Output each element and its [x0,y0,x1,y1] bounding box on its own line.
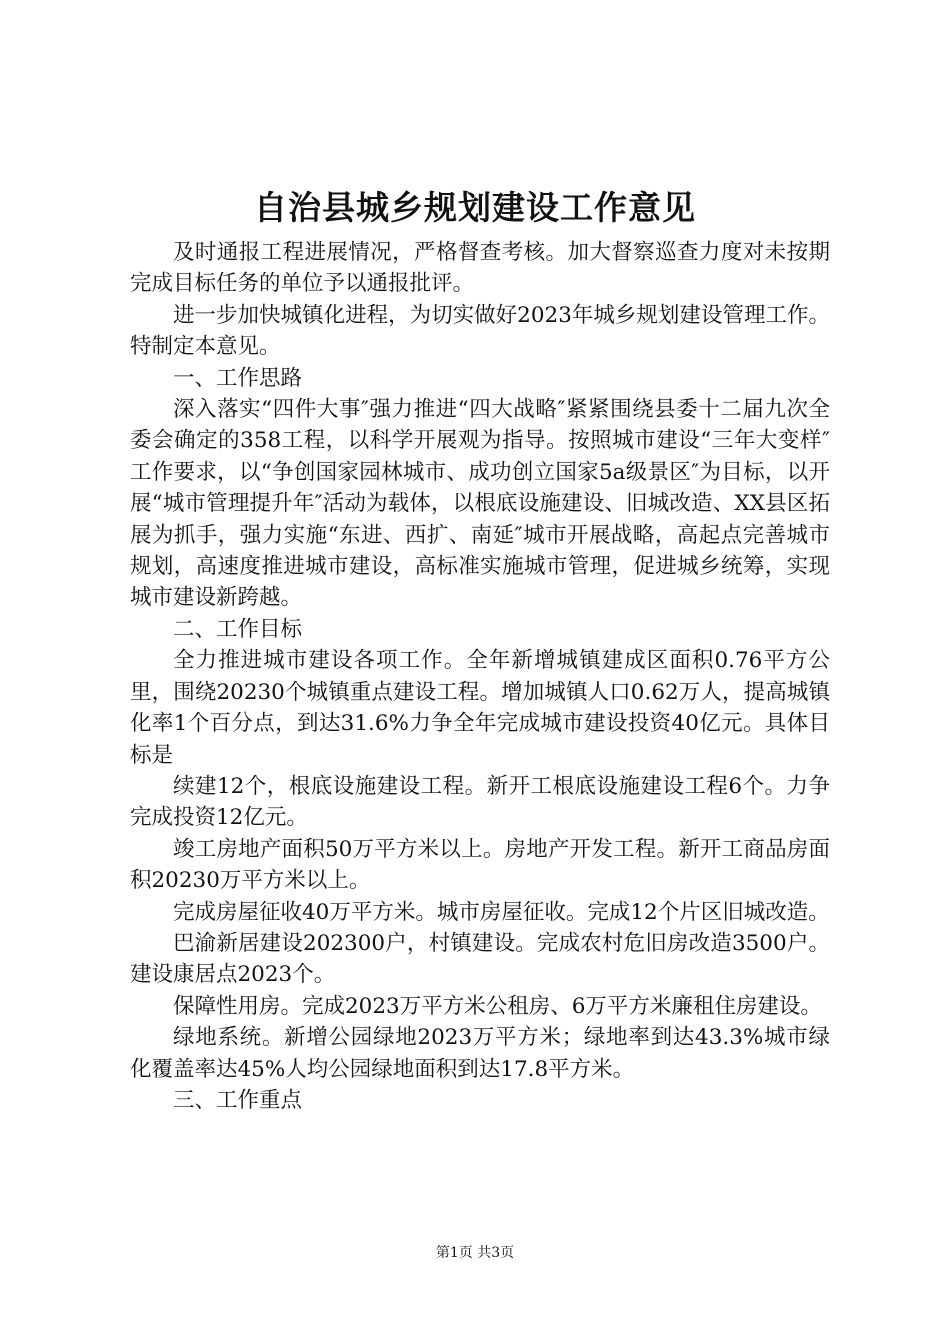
document-title: 自治县城乡规划建设工作意见 [254,188,696,227]
paragraph: 保障性用房。完成2023万平方米公租房、6万平方米廉租住房建设。 [173,993,822,1019]
paragraph: 全力推进城市建设各项工作。全年新增城镇建成区面积0.76平方公里，围绕20230个城镇重点建设工程。增加城镇人口0.62万人，提高城镇化率1个百分点，到达31.6%力争全年完成城市建设投资40亿元。具体目标是 [130,648,830,768]
document-body [130,237,830,1116]
paragraph: 竣工房地产面积50万平方米以上。房地产开发工程。新开工商品房面积20230万平方米以上。 [130,836,830,894]
paragraph: 深入落实“四件大事″强力推进“四大战略″紧紧围绕县委十二届九次全委会确定的358工程，以科学开展观为指导。按照城市建设“三年大变样″工作要求，以“争创国家园林城市、成功创立国家5a级景区″为目标，以开展“城市管理提升年″活动为载体，以根底设施建设、旧城改造、XX县区拓展为抓手，强力实施“东进、西扩、南延″城市开展战略，高起点完善城市规划，高速度推进城市建设，高标准实施城市管理，促进城乡统筹，实现城市建设新跨越。 [130,397,830,611]
page-number-footer: 第1页 共3页 [435,1245,515,1261]
paragraph: 巴渝新居建设202300户，村镇建设。完成农村危旧房改造3500户。建设康居点2023个。 [130,930,830,988]
paragraph: 续建12个，根底设施建设工程。新开工根底设施建设工程6个。力争完成投资12亿元。 [130,773,830,831]
section-heading: 三、工作重点 [173,1087,303,1113]
paragraph: 进一步加快城镇化进程，为切实做好2023年城乡规划建设管理工作。特制定本意见。 [130,302,830,360]
section-heading: 二、工作目标 [173,616,303,642]
paragraph: 完成房屋征收40万平方米。城市房屋征收。完成12个片区旧城改造。 [173,899,830,925]
paragraph: 及时通报工程进展情况，严格督查考核。加大督察巡查力度对未按期完成目标任务的单位予以通报批评。 [130,240,830,297]
paragraph: 绿地系统。新增公园绿地2023万平方米；绿地率到达43.3%城市绿化覆盖率达45%人均公园绿地面积到达17.8平方米。 [130,1025,830,1082]
section-heading: 一、工作思路 [173,365,303,391]
